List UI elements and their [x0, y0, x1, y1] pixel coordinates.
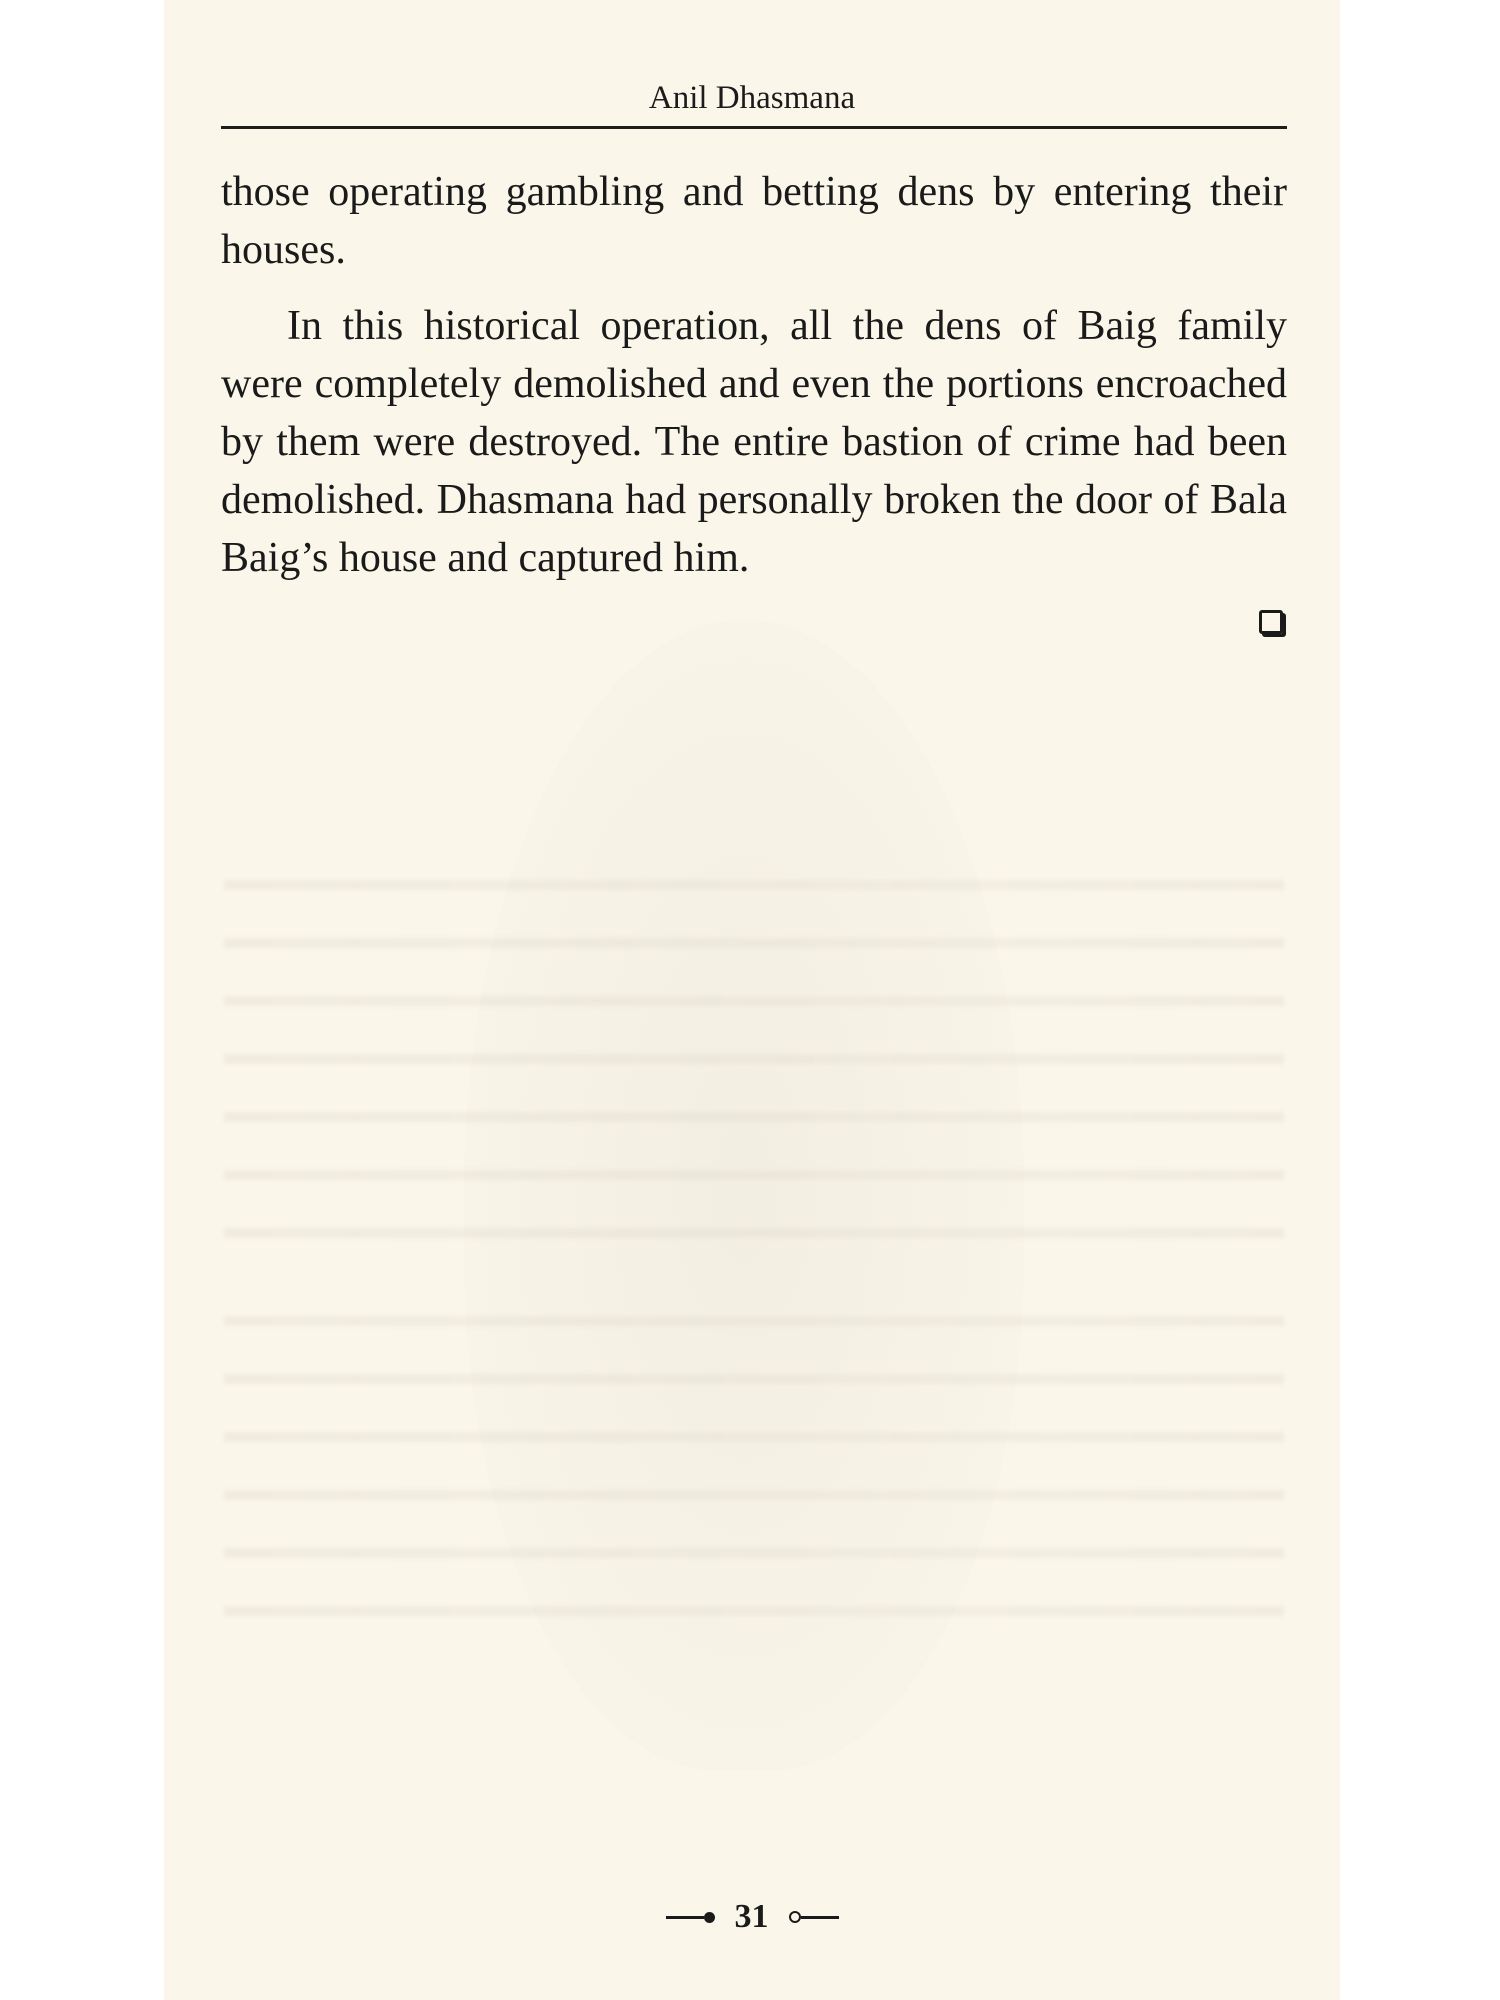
- page-number: 31: [734, 1898, 769, 1935]
- bleed-line: [224, 1432, 1284, 1442]
- bleed-line: [224, 1606, 1284, 1616]
- hollow-square-icon: [1259, 610, 1283, 634]
- body-text: [221, 163, 1287, 587]
- dash-dot-ornament-icon: [666, 1912, 715, 1923]
- bleed-line: [224, 938, 1284, 948]
- bleed-line: [224, 1054, 1284, 1064]
- bleed-line: [224, 1112, 1284, 1122]
- bleed-line: [224, 996, 1284, 1006]
- bleed-line: [224, 1490, 1284, 1500]
- bleed-illustration-shadow: [464, 620, 1024, 1770]
- bleed-line: [224, 1374, 1284, 1384]
- header-rule: [221, 126, 1287, 129]
- reverse-page-bleed-through: [224, 880, 1284, 1880]
- bleed-line: [224, 1228, 1284, 1238]
- bleed-line: [224, 1316, 1284, 1326]
- paragraph-2: In this historical operation, all the dens of Baig family were completely demolished and even the portions encroached by them were destroyed. The entire bastion of crime had been demolished. Dhasmana had personally broken the door of Bala Baig’s house and captured him.: [221, 303, 1287, 581]
- bleed-line: [224, 1548, 1284, 1558]
- book-page: [164, 0, 1340, 2000]
- bleed-line: [224, 1170, 1284, 1180]
- bleed-line: [224, 880, 1284, 890]
- running-header-title: Anil Dhasmana: [648, 80, 856, 116]
- page-footer: [164, 1898, 1340, 1936]
- paragraph-1: those operating gambling and betting dens by entering their houses.: [221, 169, 1287, 273]
- dot-dash-ornament-icon: [789, 1911, 839, 1923]
